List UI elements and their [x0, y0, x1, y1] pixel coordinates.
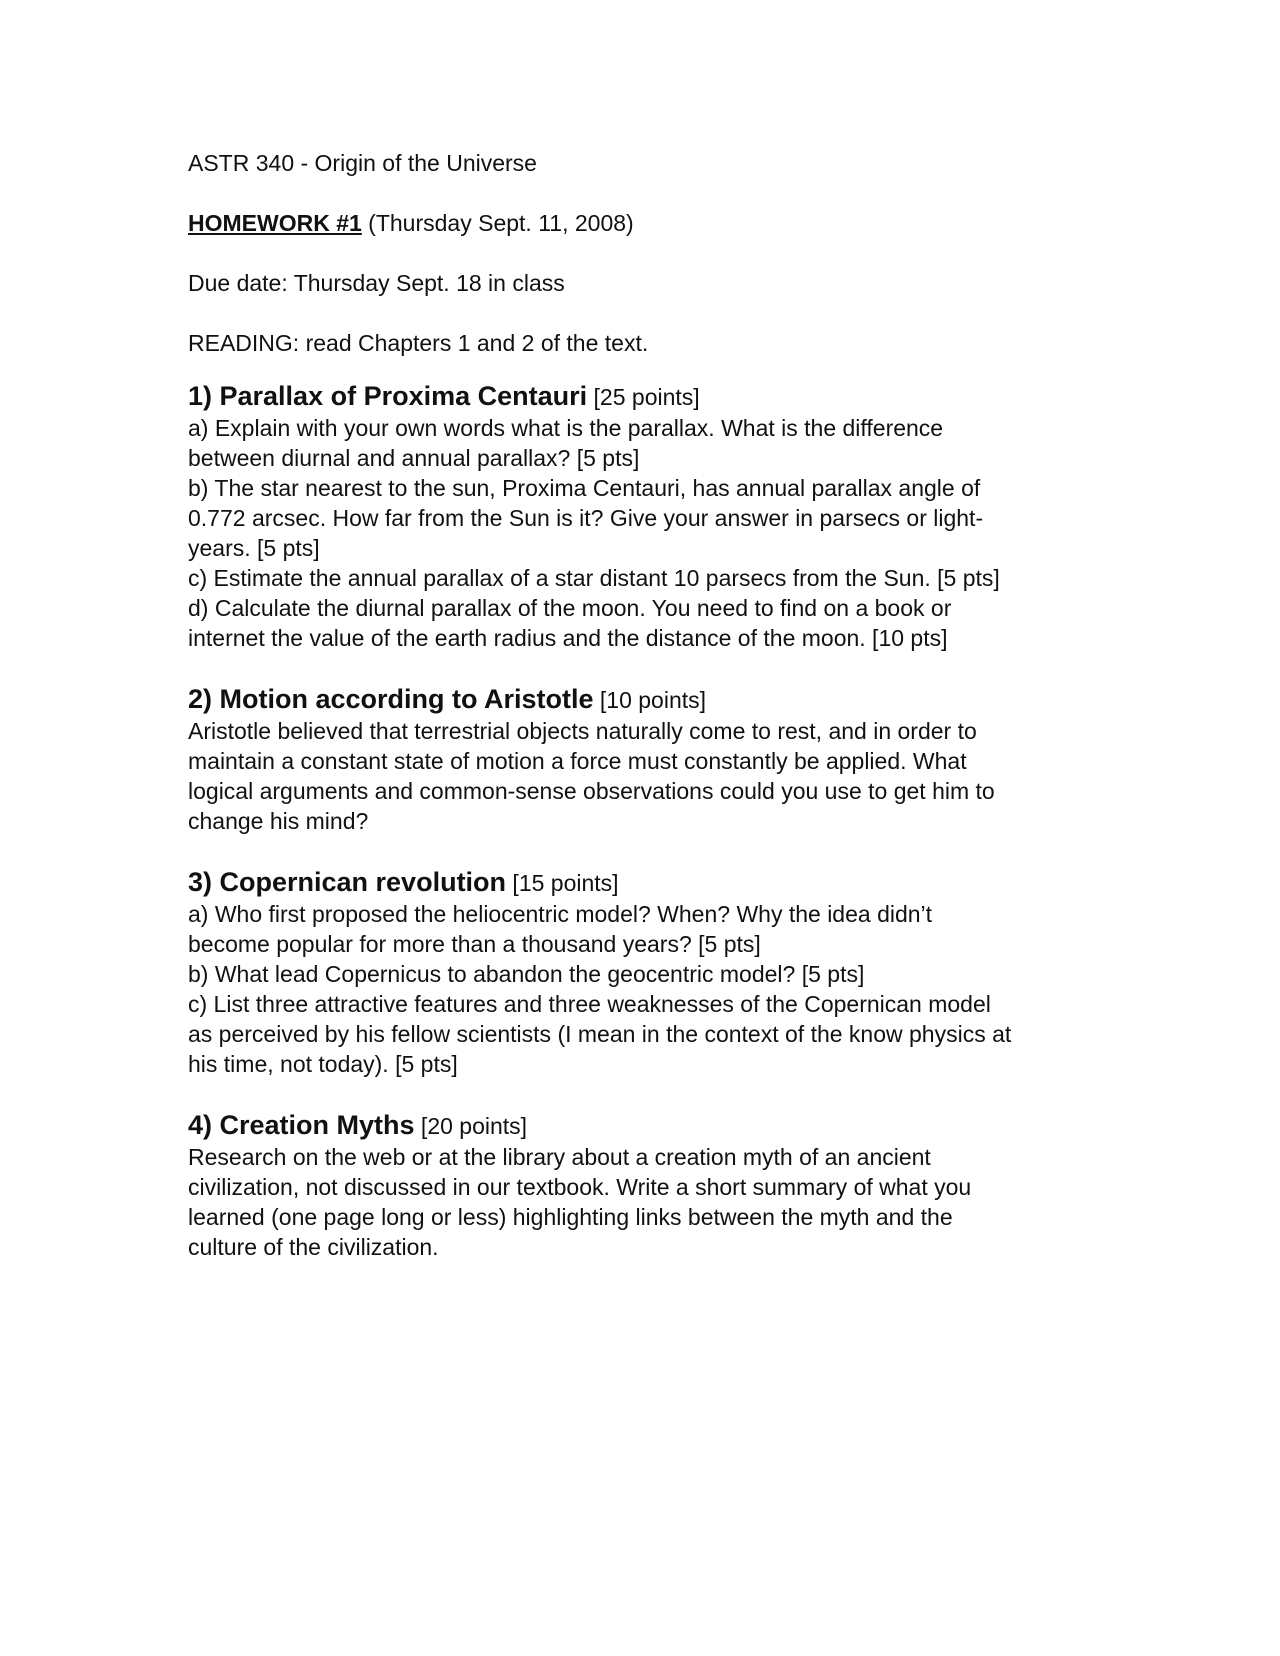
section-line: d) Calculate the diurnal parallax of the moon. You need to find on a book or [188, 595, 952, 621]
section-line: a) Explain with your own words what is the parallax. What is the difference [188, 415, 944, 441]
reading-assignment: READING: read Chapters 1 and 2 of the text. [188, 330, 649, 356]
section-line: learned (one page long or less) highlighting links between the myth and the [188, 1204, 953, 1230]
section-creation-myths [188, 1109, 1088, 1262]
section-line: culture of the civilization. [188, 1234, 439, 1260]
section-line: become popular for more than a thousand years? [5 pts] [188, 931, 761, 957]
section-line: years. [5 pts] [188, 535, 320, 561]
section-line: as perceived by his fellow scientists (I mean in the context of the know physics at [188, 1021, 1012, 1047]
section-line: his time, not today). [5 pts] [188, 1051, 458, 1077]
section-title [188, 866, 1088, 899]
section-title [188, 1109, 1088, 1142]
homework-heading [188, 208, 1088, 238]
section-line: c) List three attractive features and three weaknesses of the Copernican model [188, 991, 991, 1017]
section-points: [20 points] [414, 1113, 528, 1139]
section-line: b) What lead Copernicus to abandon the geocentric model? [5 pts] [188, 961, 865, 987]
course-title: ASTR 340 - Origin of the Universe [188, 150, 537, 176]
section-title-text: 1) Parallax of Proxima Centauri [188, 381, 588, 411]
section-title [188, 683, 1088, 716]
section-line: internet the value of the earth radius and the distance of the moon. [10 pts] [188, 625, 948, 651]
section-points: [15 points] [506, 870, 619, 896]
section-title-text: 2) Motion according to Aristotle [188, 684, 594, 714]
homework-document [188, 148, 1088, 1280]
section-aristotle [188, 683, 1088, 836]
section-title-text: 4) Creation Myths [188, 1110, 415, 1140]
section-line: logical arguments and common-sense observations could you use to get him to [188, 778, 995, 804]
section-title [188, 380, 1088, 413]
section-line: c) Estimate the annual parallax of a star distant 10 parsecs from the Sun. [5 pts] [188, 565, 1000, 591]
section-line: change his mind? [188, 808, 369, 834]
section-points: [10 points] [593, 687, 707, 713]
section-parallax [188, 380, 1088, 653]
homework-label: HOMEWORK #1 [188, 210, 362, 236]
section-line: Research on the web or at the library about a creation myth of an ancient [188, 1144, 931, 1170]
section-line: b) The star nearest to the sun, Proxima Centauri, has annual parallax angle of [188, 475, 981, 501]
section-line: a) Who first proposed the heliocentric model? When? Why the idea didn’t [188, 901, 933, 927]
section-copernican [188, 866, 1088, 1079]
homework-date: (Thursday Sept. 11, 2008) [361, 210, 634, 236]
section-title-text: 3) Copernican revolution [188, 867, 507, 897]
section-line: 0.772 arcsec. How far from the Sun is it? Give your answer in parsecs or light- [188, 505, 984, 531]
section-points: [25 points] [587, 384, 700, 410]
section-line: maintain a constant state of motion a force must constantly be applied. What [188, 748, 967, 774]
section-line: civilization, not discussed in our textbook. Write a short summary of what you [188, 1174, 972, 1200]
section-line: between diurnal and annual parallax? [5 pts] [188, 445, 640, 471]
due-date: Due date: Thursday Sept. 18 in class [188, 270, 565, 296]
section-line: Aristotle believed that terrestrial objects naturally come to rest, and in order to [188, 718, 977, 744]
